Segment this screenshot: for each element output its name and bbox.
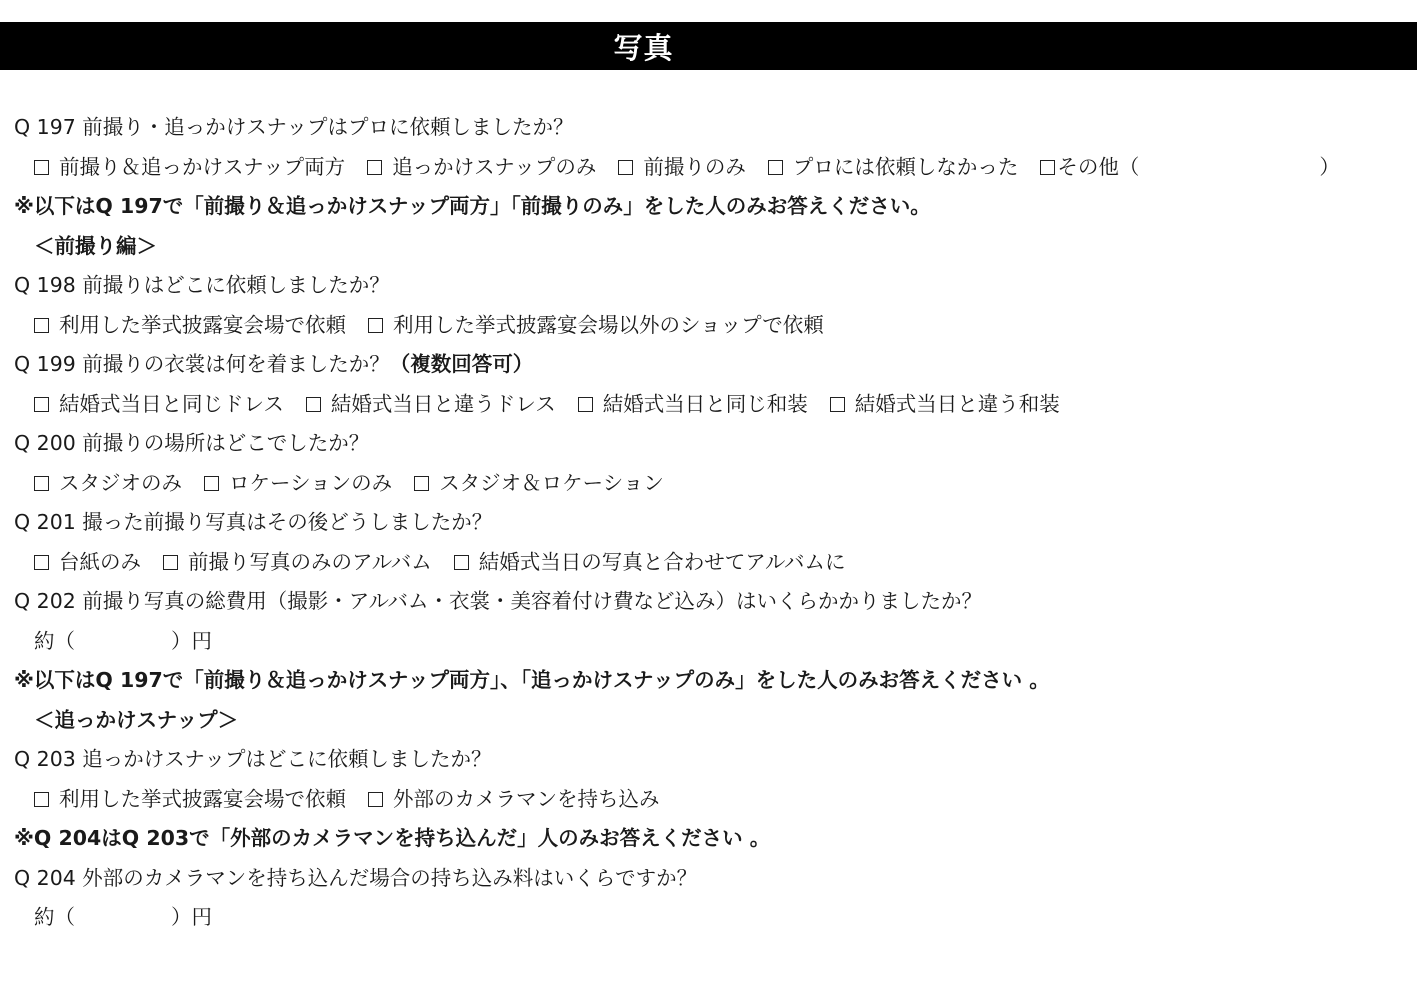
checkbox[interactable] [163, 555, 178, 570]
questionnaire [14, 108, 1404, 938]
checkbox[interactable] [34, 476, 49, 491]
q197-options [14, 148, 1404, 188]
q199-option-same-wasou[interactable]: 結婚式当日と同じ和装 [578, 385, 808, 425]
checkbox[interactable] [578, 397, 593, 412]
q197-option-not-pro[interactable]: プロには依頼しなかった [768, 148, 1019, 188]
note-3: ※Q 204はQ 203で「外部のカメラマンを持ち込んだ」人のみお答えください 。 [14, 826, 771, 850]
note-1: ※以下はQ 197で「前撮り＆追っかけスナップ両方」「前撮りのみ」をした人のみお答えください。 [14, 194, 931, 218]
multiple-answer-note: （複数回答可） [389, 352, 534, 376]
question-202: Q 202 前撮り写真の総費用（撮影・アルバム・衣裳・美容着付け費など込み）はいくらかかりましたか？ [14, 589, 983, 613]
note-2: ※以下はQ 197で「前撮り＆追っかけスナップ両方」、「追っかけスナップのみ」をした人のみお答えください 。 [14, 668, 1050, 692]
q201-option-album[interactable]: 前撮り写真のみのアルバム [163, 543, 432, 583]
checkbox[interactable] [414, 476, 429, 491]
checkbox[interactable] [768, 160, 783, 175]
q204-amount: 約（ ）円 [34, 905, 212, 929]
q201-option-combined-album[interactable]: 結婚式当日の写真と合わせてアルバムに [454, 543, 846, 583]
section-maedori: ＜前撮り編＞ [34, 233, 157, 258]
q197-option-other[interactable]: その他（ ） [1040, 148, 1340, 188]
checkbox[interactable] [204, 476, 219, 491]
q200-option-both[interactable]: スタジオ＆ロケーション [414, 464, 664, 504]
checkbox[interactable] [367, 160, 382, 175]
section-oikake: ＜追っかけスナップ＞ [34, 707, 239, 732]
checkbox[interactable] [34, 792, 49, 807]
checkbox[interactable] [34, 555, 49, 570]
checkbox[interactable] [34, 160, 49, 175]
q203-option-external[interactable]: 外部のカメラマンを持ち込み [368, 780, 660, 820]
q200-option-location[interactable]: ロケーションのみ [204, 464, 392, 504]
q203-options [14, 780, 1404, 820]
q197-option-snap-only[interactable]: 追っかけスナップのみ [367, 148, 596, 188]
checkbox[interactable] [830, 397, 845, 412]
q197-option-both[interactable]: 前撮り＆追っかけスナップ両方 [34, 148, 345, 188]
question-200: Q 200 前撮りの場所はどこでしたか？ [14, 431, 370, 455]
q201-options [14, 543, 1404, 583]
question-204: Q 204 外部のカメラマンを持ち込んだ場合の持ち込み料はいくらですか？ [14, 865, 698, 890]
section-header-bar [0, 22, 1417, 70]
q199-option-same-dress[interactable]: 結婚式当日と同じドレス [34, 385, 284, 425]
q202-amount: 約（ ）円 [34, 628, 212, 653]
question-197: Q 197 前撮り・追っかけスナップはプロに依頼しましたか？ [14, 115, 574, 139]
checkbox[interactable] [368, 318, 383, 333]
q199-option-diff-wasou[interactable]: 結婚式当日と違う和装 [830, 385, 1060, 425]
question-201: Q 201 撮った前撮り写真はその後どうしましたか？ [14, 510, 493, 534]
q200-option-studio[interactable]: スタジオのみ [34, 464, 182, 504]
q200-options [14, 464, 1404, 504]
q203-option-venue[interactable]: 利用した挙式披露宴会場で依頼 [34, 780, 346, 820]
q199-option-diff-dress[interactable]: 結婚式当日と違うドレス [306, 385, 556, 425]
q201-option-mount[interactable]: 台紙のみ [34, 543, 141, 583]
q198-option-venue[interactable]: 利用した挙式披露宴会場で依頼 [34, 306, 346, 346]
section-title: 写真 [613, 30, 674, 65]
question-198: Q 198 前撮りはどこに依頼しましたか？ [14, 273, 390, 297]
q197-option-pre-only[interactable]: 前撮りのみ [618, 148, 746, 188]
q199-options [14, 385, 1404, 425]
q198-options [14, 306, 1404, 346]
checkbox[interactable] [454, 555, 469, 570]
checkbox[interactable] [34, 318, 49, 333]
checkbox[interactable] [306, 397, 321, 412]
question-199: Q 199 前撮りの衣裳は何を着ましたか？（複数回答可） [14, 352, 534, 376]
checkbox[interactable] [1040, 160, 1055, 175]
q198-option-other-shop[interactable]: 利用した挙式披露宴会場以外のショップで依頼 [368, 306, 824, 346]
checkbox[interactable] [368, 792, 383, 807]
checkbox[interactable] [34, 397, 49, 412]
question-203: Q 203 追っかけスナップはどこに依頼しましたか？ [14, 747, 492, 771]
checkbox[interactable] [618, 160, 633, 175]
